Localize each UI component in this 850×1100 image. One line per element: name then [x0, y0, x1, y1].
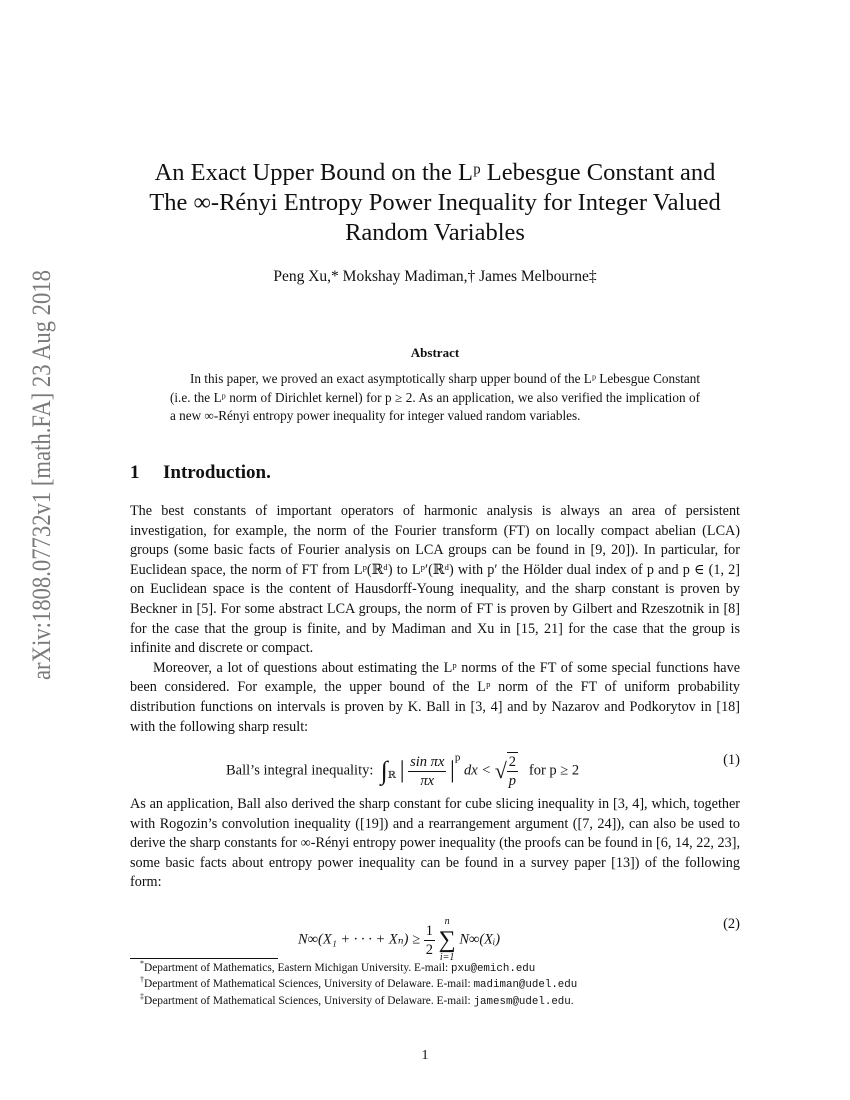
text-after-equation-1	[130, 795, 740, 893]
summation	[439, 916, 456, 964]
sum-upper-limit: n	[444, 916, 450, 927]
integral-sign: ∫	[380, 756, 388, 785]
paper-title	[130, 158, 740, 248]
sqrt-denominator: p	[508, 773, 517, 789]
footnote-2	[140, 977, 740, 993]
sinc-numerator: sin πx	[410, 753, 445, 770]
eq1-label: Ball’s integral inequality:	[226, 762, 374, 779]
dx-less: dx <	[463, 762, 492, 779]
section-heading	[130, 462, 271, 484]
half-fraction	[424, 922, 435, 959]
intro-paragraph-1: The best constants of important operators of harmonic analysis is always an area of persistent investigation, for example, the norm of the Fourier transform (FT) on locally compact abelian (LCA) groups (some basic facts of Fourier analysis on LCA groups can be found in [9, 20]). In particular, for Euclidean space, the norm of FT from Lᵖ(ℝᵈ) to Lᵖ′(ℝᵈ) with p′ the Hölder dual index of p and p ∈ (1, 2] on Euclidean space is the content of Hausdorff-Young inequality, and the sharp constant is proven by Beckner in [5]. For some abstract LCA groups, the norm of FT is proven by Gilbert and Rzeszotnik in [8] for the case that the group is finite, and by Madiman and Xu in [15, 21] for the case that the group is infinite and discrete or compact.	[130, 503, 740, 657]
page-number: 1	[421, 1048, 429, 1063]
sinc-denominator: πx	[420, 772, 435, 789]
section-title: Introduction.	[163, 462, 271, 483]
footnote-1-text: Department of Mathematics, Eastern Michigan University. E-mail:	[143, 962, 449, 974]
sum-symbol: ∑	[438, 927, 456, 953]
footnotes	[140, 961, 740, 1010]
sum-lower-limit: i=1	[439, 952, 455, 963]
footnote-1	[140, 961, 740, 977]
footnote-3-email: jamesm@udel.edu	[473, 995, 571, 1008]
power-exponent: p	[454, 751, 461, 764]
footnote-2-email: madiman@udel.edu	[473, 979, 578, 992]
sqrt-fraction	[507, 752, 518, 790]
footnote-1-email: pxu@emich.edu	[451, 963, 536, 975]
intro-paragraph-2: Moreover, a lot of questions about estimating the Lᵖ norms of the FT of some special functions have been considered. For example, the upper bound of the Lᵖ norm of the FT of uniform probability distribution functions on intervals is proven by K. Ball in [3, 4] and by Nazarov and Podkorytov in [18] with the following sharp result:	[130, 659, 740, 735]
sinc-fraction	[408, 753, 446, 790]
abstract-body: In this paper, we proved an exact asymptotically sharp upper bound of the Lᵖ Lebesgue Constant (i.e. the Lᵖ norm of Dirichlet kernel) for p ≥ 2. As an application, we also verified the implication of a new ∞-Rényi entropy power inequality for integer valued random variables.	[170, 371, 700, 423]
eq2-lhs: N∞(X₁ + · · · + Xₙ) ≥	[298, 931, 421, 948]
footnote-2-text: Department of Mathematical Sciences, University of Delaware. E-mail:	[143, 978, 471, 991]
equation-number-1: (1)	[723, 752, 740, 768]
eq2-term: N∞(Xᵢ)	[459, 931, 501, 948]
eq1-condition: for p ≥ 2	[528, 762, 580, 779]
sqrt-numerator: 2	[508, 754, 517, 770]
integral-domain: ℝ	[387, 770, 397, 782]
arxiv-identifier-stamp	[17, 200, 63, 680]
title-line-3: Random Variables	[345, 219, 525, 246]
ball-integral-inequality: Ball’s integral inequality: $\int_ℝ$ | $\frac{\text{sin πx}}{\pi x}$ $|^p$ dx < √ $\frac{2}{p}$ for p ≥ 2	[226, 751, 580, 789]
paragraph-after-eq1: As an application, Ball also derived the sharp constant for cube slicing inequality in [3, 4], which, together with Rogozin’s convolution inequality ([19]) and a rearrangement argument ([7, 24]), can also be used to derive the sharp constants for ∞-Rényi entropy power inequality (the proofs can be found in [6, 14, 22, 23], some basic facts about entropy power inequality can be found in a survey paper [13]) of the following form:	[130, 796, 740, 891]
abstract-heading: Abstract	[410, 345, 460, 360]
arxiv-id-text: arXiv:1808.07732v1 [math.FA] 23 Aug 2018	[26, 200, 56, 680]
footnote-1-mark: *	[140, 959, 144, 969]
half-denominator: 2	[425, 941, 433, 958]
equation-number-2: (2)	[723, 916, 740, 932]
section-number: 1	[130, 462, 140, 483]
arxiv-stamp-svg	[17, 200, 63, 680]
footnote-3-mark: ‡	[140, 992, 144, 1002]
title-line-2: The ∞-Rényi Entropy Power Inequality for Integer Valued	[149, 189, 721, 216]
footnote-3-end: .	[570, 994, 574, 1007]
entropy-power-inequality	[298, 916, 500, 964]
footnote-3	[140, 994, 740, 1010]
title-line-1: An Exact Upper Bound on the Lᵖ Lebesgue Constant and	[154, 159, 716, 186]
footnote-3-text: Department of Mathematical Sciences, University of Delaware. E-mail:	[143, 994, 471, 1007]
half-numerator: 1	[425, 922, 433, 939]
footnote-rule	[130, 958, 278, 959]
introduction-text	[130, 502, 740, 737]
author-list: Peng Xu,* Mokshay Madiman,† James Melbourne‡	[273, 268, 597, 285]
footnote-2-mark: †	[140, 975, 144, 985]
